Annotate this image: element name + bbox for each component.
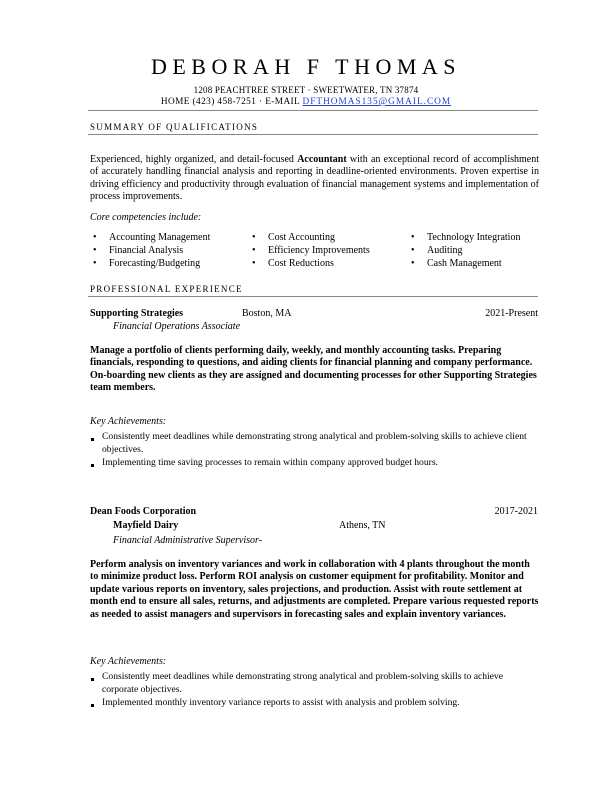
competency-item: • Technology Integration (408, 231, 520, 244)
competencies-column-2 (249, 231, 370, 271)
job-2-achievements (90, 671, 540, 709)
competency-item: • Cash Management (408, 257, 520, 270)
section-title-summary: SUMMARY OF QUALIFICATIONS (90, 122, 259, 132)
job-1-achievements-label: Key Achievements: (90, 416, 167, 427)
job-2-achievements-label: Key Achievements: (90, 656, 167, 667)
summary-paragraph (90, 154, 539, 204)
job-2-company: Dean Foods Corporation (90, 506, 197, 517)
competency-item: • Auditing (408, 244, 520, 257)
header-divider (88, 110, 538, 111)
achievement-item: Implementing time saving processes to remain within company approved budget hours. (90, 457, 540, 470)
competency-item: • Forecasting/Budgeting (90, 257, 210, 270)
job-1-description: Manage a portfolio of clients performing daily, weekly, and monthly accounting tasks. Preparing financials, responding to questions, and aiding clients for financial planning and company performance. On-boarding new clients as they are assigned and documenting processes for other Supporting Strategies team members. (90, 345, 537, 394)
job-title-highlight: Accountant (297, 154, 347, 165)
summary-text-start: Experienced, highly organized, and detail-focused (90, 154, 298, 165)
job-1-company: Supporting Strategies (90, 308, 184, 319)
job-2-division: Mayfield Dairy (113, 520, 179, 531)
competency-item: • Financial Analysis (90, 244, 210, 257)
summary-text-end: with an exceptional record of accomplishment of accurately handling financial analysis and reporting in deadline-oriented environments. Proven expertise in driving efficiency and productivity through evaluation of financial management systems and implementation of process improvements. (90, 154, 539, 203)
competency-item: • Efficiency Improvements (249, 244, 370, 257)
job-2-location: Athens, TN (339, 520, 386, 531)
job-1-role: Financial Operations Associate (113, 321, 241, 332)
job-2-role: Financial Administrative Supervisor- (113, 535, 263, 546)
experience-divider (88, 296, 538, 297)
phone: HOME (423) 458-7251 · E-MAIL (160, 97, 303, 107)
job-2-dates: 2017-2021 (494, 506, 538, 517)
competency-item: • Accounting Management (90, 231, 210, 244)
competencies-column-3 (408, 231, 520, 271)
section-title-experience: PROFESSIONAL EXPERIENCE (90, 284, 243, 294)
summary-divider (88, 134, 538, 135)
achievement-item: Consistently meet deadlines while demonstrating strong analytical and problem-solving skills to achieve corporate objectives. (90, 671, 540, 697)
achievement-item: Implemented monthly inventory variance reports to assist with analysis and problem solving. (90, 697, 540, 710)
competencies-column-1 (90, 231, 210, 271)
email-link[interactable]: DFTHOMAS135@GMAIL.COM (302, 97, 452, 107)
job-2-description: Perform analysis on inventory variances and work in collaboration with 4 plants throughout the month to minimize product loss. Perform ROI analysis on customer equipment for profitability. Monitor and update various reports on inventory, sales projections, and production. Assist with route settlement at month end to ensure all sales, returns, and adjustments are completed. Prepare various requested reports as needed to assist managers and supervisors in forecasting sales and explain inventory variances. (90, 559, 539, 620)
job-1-location: Boston, MA (242, 308, 292, 319)
contact-line (0, 97, 612, 107)
job-1-dates: 2021-Present (485, 308, 538, 319)
achievement-item: Consistently meet deadlines while demonstrating strong analytical and problem-solving skills to achieve client objectives. (90, 431, 540, 457)
competency-item: • Cost Accounting (249, 231, 370, 244)
job-1-achievements (90, 431, 540, 469)
address: 1208 PEACHTREE STREET · SWEETWATER, TN 37874 (193, 85, 419, 95)
candidate-name: DEBORAH F THOMAS (150, 54, 462, 79)
competencies-label: Core competencies include: (90, 212, 202, 223)
competency-item: • Cost Reductions (249, 257, 370, 270)
